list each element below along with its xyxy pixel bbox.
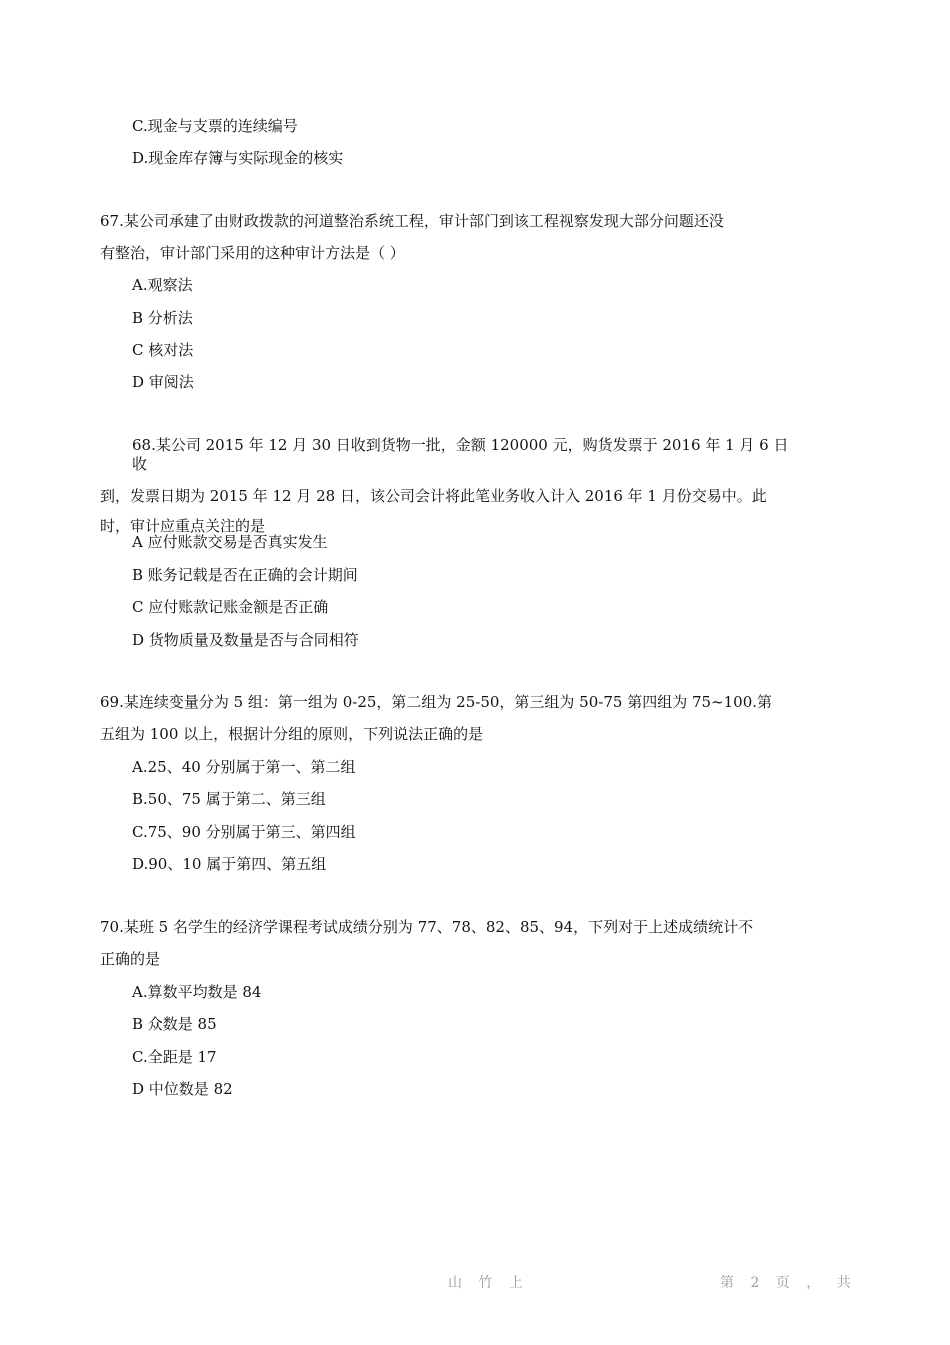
q67-stem-line-2: 有整治，审计部门采用的这种审计方法是（ ） <box>100 244 405 262</box>
q68-option-b: B 账务记载是否在正确的会计期间 <box>132 566 358 584</box>
q70-option-a: A.算数平均数是 84 <box>132 983 262 1001</box>
q70-stem-line-2: 正确的是 <box>100 950 161 968</box>
q68-stem-line-3: 时，审计应重点关注的是 <box>100 517 266 535</box>
q68-stem-line-2: 到，发票日期为 2015 年 12 月 28 日，该公司会计将此笔业务收入计入 2016 年 1 月份交易中。此 <box>100 487 767 505</box>
q67-option-d: D 审阅法 <box>132 373 194 391</box>
q66-option-c: C.现金与支票的连续编号 <box>132 117 298 135</box>
footer-watermark: 山 竹 上 <box>448 1275 529 1291</box>
q70-option-c: C.全距是 17 <box>132 1048 217 1066</box>
footer-page-number: 第 2 页 ， 共 <box>720 1275 857 1291</box>
q66-option-d: D.现金库存簿与实际现金的核实 <box>132 149 344 167</box>
q68-option-d: D 货物质量及数量是否与合同相符 <box>132 631 359 649</box>
q67-option-a: A.观察法 <box>132 276 193 294</box>
q70-stem-line-1: 70.某班 5 名学生的经济学课程考试成绩分别为 77、78、82、85、94，下列对于上述成绩统计不 <box>100 918 754 936</box>
q69-stem-line-1: 69.某连续变量分为 5 组：第一组为 0-25，第二组为 25-50，第三组为 50-75 第四组为 75~100.第 <box>100 693 773 711</box>
q68-option-c: C 应付账款记账金额是否正确 <box>132 598 329 616</box>
q69-option-c: C.75、90 分别属于第三、第四组 <box>132 823 356 841</box>
q68-option-a: A 应付账款交易是否真实发生 <box>132 533 328 551</box>
q69-option-b: B.50、75 属于第二、第三组 <box>132 790 326 808</box>
q70-option-d: D 中位数是 82 <box>132 1080 233 1098</box>
q69-stem-line-2: 五组为 100 以上，根据计分组的原则，下列说法正确的是 <box>100 725 484 743</box>
q69-option-d: D.90、10 属于第四、第五组 <box>132 855 327 873</box>
q68-stem-line-1: 68.某公司 2015 年 12 月 30 日收到货物一批，金额 120000 元，购货发票于 2016 年 1 月 6 日 <box>132 436 789 454</box>
q68-stem-line-1-wrap: 收 <box>132 455 148 473</box>
q67-option-c: C 核对法 <box>132 341 194 359</box>
q67-option-b: B 分析法 <box>132 309 193 327</box>
q67-stem-line-1: 67.某公司承建了由财政拨款的河道整治系统工程，审计部门到该工程视察发现大部分问题还没 <box>100 212 724 230</box>
q69-option-a: A.25、40 分别属于第一、第二组 <box>132 758 356 776</box>
q70-option-b: B 众数是 85 <box>132 1015 217 1033</box>
